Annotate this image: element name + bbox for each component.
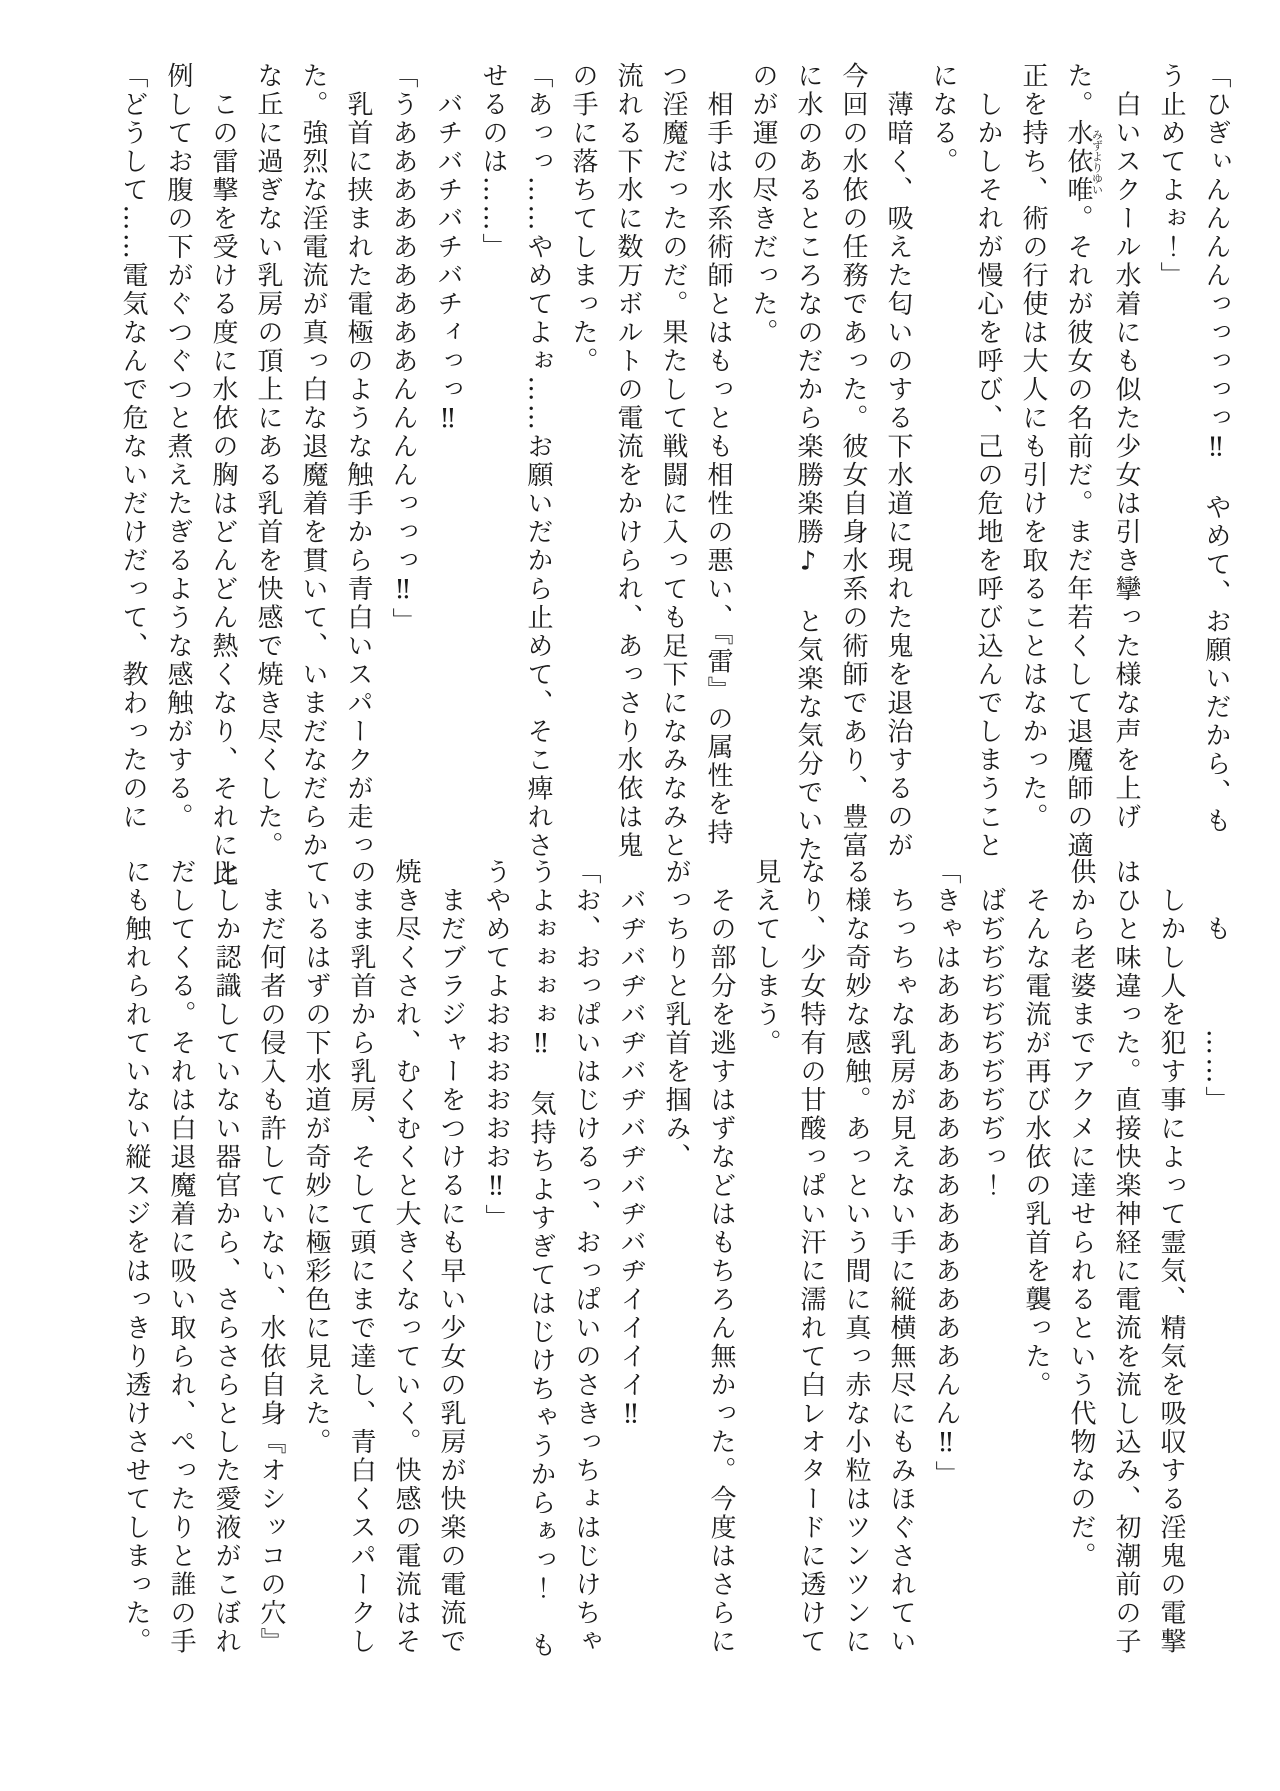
- text-line: せるのは……」: [478, 62, 508, 262]
- text-line: 薄暗く、吸えた匂いのする下水道に現れた鬼を退治するのが: [883, 62, 913, 860]
- text-line: しかしそれが慢心を呼び、己の危地を呼び込んでしまうこと: [973, 62, 1003, 860]
- text-line: 「うあああああああああんんんんっっっ‼」: [388, 62, 418, 636]
- text-line: 今回の水依の任務であった。彼女自身水系の術師であり、豊富: [838, 62, 868, 860]
- text-line: 乳首に挟まれた電極のような触手から青白いスパークが走っ: [343, 62, 373, 860]
- text-line: になる。: [928, 62, 958, 176]
- text-line: 見えてしまう。: [751, 858, 781, 1058]
- text-line: うよぉぉぉぉ‼ 気持ちよすぎてはじけちゃうからぁっ！ も: [526, 858, 556, 1660]
- text-line: うやめてよおおおおおお‼」: [481, 858, 511, 1233]
- page-bottom-half-text-block: [113, 858, 1238, 1676]
- text-line: そんな電流が再び水依の乳首を襲った。: [1021, 858, 1051, 1400]
- text-line: た。強烈な淫電流が真っ白な退魔着を貫いて、いまだなだらか: [298, 62, 328, 860]
- text-line: 「きゃはああああああああああああああんん‼」: [931, 858, 961, 1489]
- text-line: なり、少女特有の甘酸っぱい汗に濡れて白レオタードに透けて: [796, 858, 826, 1656]
- text-line: 流れる下水に数万ボルトの電流をかけられ、あっさり水依は鬼: [613, 62, 643, 860]
- text-line: はひと味違った。直接快楽神経に電流を流し込み、初潮前の子: [1111, 858, 1141, 1656]
- text-line: まだブラジャーをつけるにも早い少女の乳房が快楽の電流で: [436, 858, 466, 1656]
- text-line: 「あっっ……やめてよぉ……お願いだから止めて、そこ痺れさ: [523, 62, 553, 860]
- text-line: ばぢぢぢぢぢぢぢぢっ！: [976, 858, 1006, 1200]
- text-line: まだ何者の侵入も許していない、水依自身『オシッコの穴』: [256, 858, 286, 1656]
- text-line: の手に落ちてしまった。: [568, 62, 598, 376]
- text-line: も ……」: [1201, 858, 1231, 1115]
- text-line: その部分を逃すはずなどはもちろん無かった。今度はさらに: [706, 858, 736, 1656]
- page-top-half-text-block: [110, 62, 1238, 889]
- text-line: 焼き尽くされ、むくむくと大きくなっていく。快感の電流はそ: [391, 858, 421, 1656]
- text-line: ているはずの下水道が奇妙に極彩色に見えた。: [301, 858, 331, 1457]
- text-line: ちっちゃな乳房が見えない手に縦横無尽にもみほぐされてい: [886, 858, 916, 1656]
- text-line: この雷撃を受ける度に水依の胸はどんどん熱くなり、それに比: [208, 62, 238, 889]
- text-line: た。水依唯みずよりゆい。それが彼女の名前だ。まだ年若くして退魔師の適: [1063, 62, 1104, 860]
- text-line: のが運の尽きだった。: [748, 62, 778, 347]
- text-line: バチバチバチバチィっっ‼: [433, 62, 463, 437]
- text-line: しかし人を犯す事によって霊気、精気を吸収する淫鬼の電撃: [1156, 858, 1186, 1656]
- text-line: にも触れられていない縦スジをはっきり透けさせてしまった。: [121, 858, 151, 1656]
- text-line: 供から老婆までアクメに達せられるという代物なのだ。: [1066, 858, 1096, 1571]
- text-line: る様な奇妙な感触。あっという間に真っ赤な小粒はツンツンに: [841, 858, 871, 1656]
- text-line: 例してお腹の下がぐつぐつと煮えたぎるような感触がする。: [163, 62, 193, 832]
- furigana-annotated-name: 水依唯みずよりゆい: [1063, 119, 1104, 205]
- text-line: つ淫魔だったのだ。果たして戦闘に入っても足下になみなみと: [658, 62, 688, 860]
- text-line: のまま乳首から乳房、そして頭にまで達し、青白くスパークし: [346, 858, 376, 1656]
- text-line: がっちりと乳首を掴み、: [661, 858, 691, 1172]
- text-line: 「どうして……電気なんで危ないだけだって、教わったのに: [118, 62, 148, 832]
- text-line: な丘に過ぎない乳房の頂上にある乳首を快感で焼き尽くした。: [253, 62, 283, 860]
- text-line: としか認識していない器官から、さらさらとした愛液がこぼれ: [211, 858, 241, 1656]
- text-line: に水のあるところなのだから楽勝楽勝♪ と気楽な気分でいた: [793, 62, 823, 864]
- text-line: う止めてよぉ！」: [1156, 62, 1186, 290]
- text-line: 「ひぎぃんんんんっっっっっ‼ やめて、お願いだから、も: [1201, 62, 1231, 836]
- text-line: 白いスクール水着にも似た少女は引き攣った様な声を上げ: [1111, 62, 1141, 832]
- text-line: だしてくる。それは白退魔着に吸い取られ、ぺったりと誰の手: [166, 858, 196, 1656]
- text-line: 正を持ち、術の行使は大人にも引けを取ることはなかった。: [1018, 62, 1048, 832]
- text-line: 「お、おっぱいはじけるっ、おっぱいのさきっちょはじけちゃ: [571, 858, 601, 1656]
- text-line: バヂバヂバヂバヂバヂバヂバヂイイイイ‼: [616, 858, 646, 1432]
- text-line: 相手は水系術師とはもっとも相性の悪い、『雷』の属性を持: [703, 62, 733, 847]
